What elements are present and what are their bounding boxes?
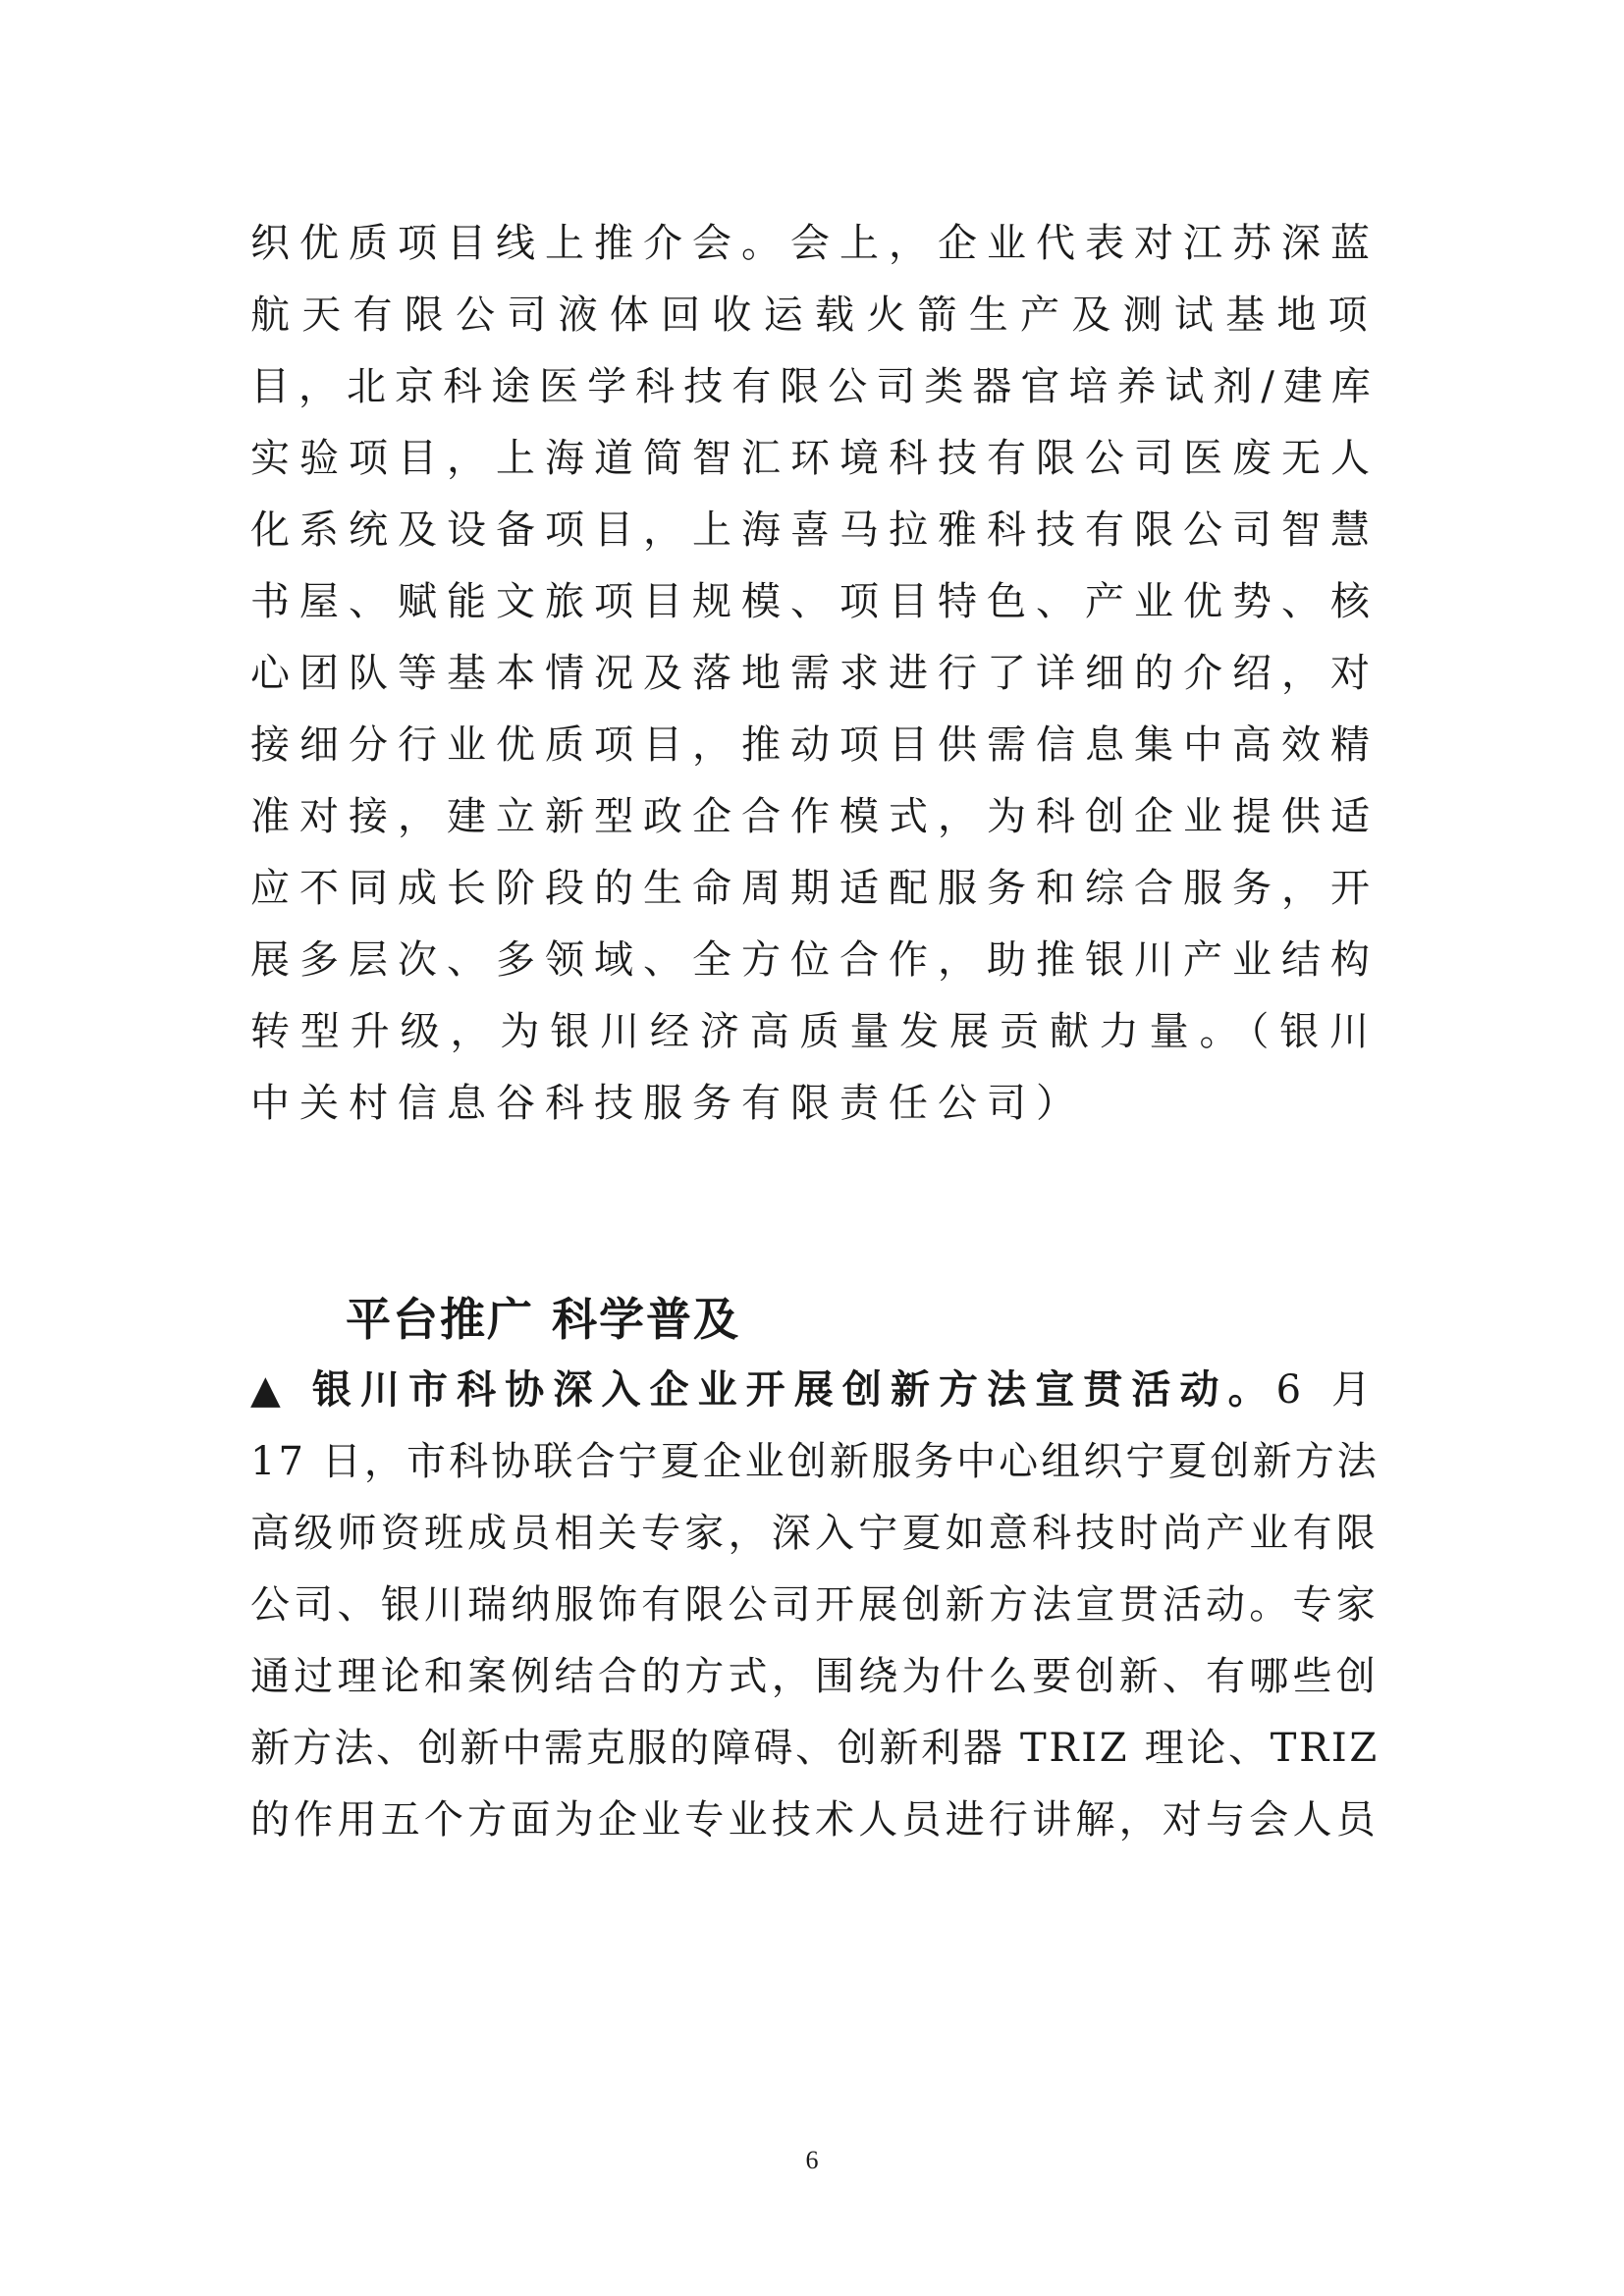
paragraph-line bbox=[250, 290, 1380, 361]
paragraph-line bbox=[250, 361, 1380, 433]
paragraph-line bbox=[250, 1436, 1380, 1508]
line-text: 中关村信息谷科技服务有限责任公司） bbox=[250, 1081, 1085, 1126]
paragraph-line bbox=[250, 218, 1380, 290]
line-text: 实验项目，上海道简智汇环境科技有限公司医废无人 bbox=[250, 436, 1380, 481]
line-text: 应不同成长阶段的生命周期适配服务和综合服务，开 bbox=[250, 866, 1380, 911]
paragraph-line bbox=[250, 1794, 1380, 1866]
line-text: 准对接，建立新型政企合作模式，为科创企业提供适 bbox=[250, 794, 1380, 839]
paragraph-line bbox=[250, 791, 1380, 863]
line-text: 的作用五个方面为企业专业技术人员进行讲解，对与会人员 bbox=[250, 1797, 1380, 1842]
line-text: 接细分行业优质项目，推动项目供需信息集中高效精 bbox=[250, 722, 1380, 768]
paragraph-line bbox=[250, 1651, 1380, 1723]
line-text: 通过理论和案例结合的方式，围绕为什么要创新、有哪些创 bbox=[250, 1654, 1380, 1699]
section-1-body bbox=[250, 218, 1380, 1149]
page-number: 6 bbox=[805, 2146, 819, 2174]
line-text: 高级师资班成员相关专家，深入宁夏如意科技时尚产业有限 bbox=[250, 1511, 1380, 1556]
paragraph-line bbox=[250, 1579, 1380, 1651]
paragraph-line bbox=[250, 1723, 1380, 1794]
paragraph-line bbox=[250, 505, 1380, 576]
section-2-body bbox=[250, 1364, 1380, 1866]
line-text: 航天有限公司液体回收运载火箭生产及测试基地项 bbox=[250, 293, 1380, 338]
line-text: 心团队等基本情况及落地需求进行了详细的介绍，对 bbox=[250, 651, 1380, 696]
paragraph-line bbox=[250, 1508, 1380, 1579]
paragraph-line bbox=[250, 863, 1380, 934]
paragraph-line bbox=[250, 576, 1380, 648]
item-title: ▲ 银川市科协深入企业开展创新方法宣贯活动。 bbox=[250, 1367, 1276, 1413]
paragraph-line bbox=[250, 648, 1380, 720]
line-text: 6 月 bbox=[1275, 1367, 1380, 1413]
line-text: 书屋、赋能文旅项目规模、项目特色、产业优势、核 bbox=[250, 579, 1380, 624]
line-text: 转型升级，为银川经济高质量发展贡献力量。（银川 bbox=[250, 1009, 1380, 1054]
line-text: 化系统及设备项目，上海喜马拉雅科技有限公司智慧 bbox=[250, 507, 1380, 553]
paragraph-line bbox=[250, 433, 1380, 505]
line-text: 公司、银川瑞纳服饰有限公司开展创新方法宣贯活动。专家 bbox=[250, 1582, 1380, 1628]
section-heading: 平台推广 科学普及 bbox=[346, 1293, 741, 1346]
line-text: 织优质项目线上推介会。会上，企业代表对江苏深蓝 bbox=[250, 221, 1380, 266]
paragraph-line bbox=[250, 1078, 1380, 1149]
line-text: 展多层次、多领域、全方位合作，助推银川产业结构 bbox=[250, 937, 1380, 983]
line-text: 目，北京科途医学科技有限公司类器官培养试剂/建库 bbox=[250, 364, 1380, 409]
paragraph-lead-line bbox=[250, 1364, 1380, 1436]
line-text: 新方法、创新中需克服的障碍、创新利器 TRIZ 理论、TRIZ bbox=[250, 1726, 1380, 1771]
paragraph-line bbox=[250, 934, 1380, 1006]
paragraph-line bbox=[250, 720, 1380, 791]
line-text: 17 日，市科协联合宁夏企业创新服务中心组织宁夏创新方法 bbox=[250, 1439, 1380, 1484]
paragraph-line bbox=[250, 1006, 1380, 1078]
